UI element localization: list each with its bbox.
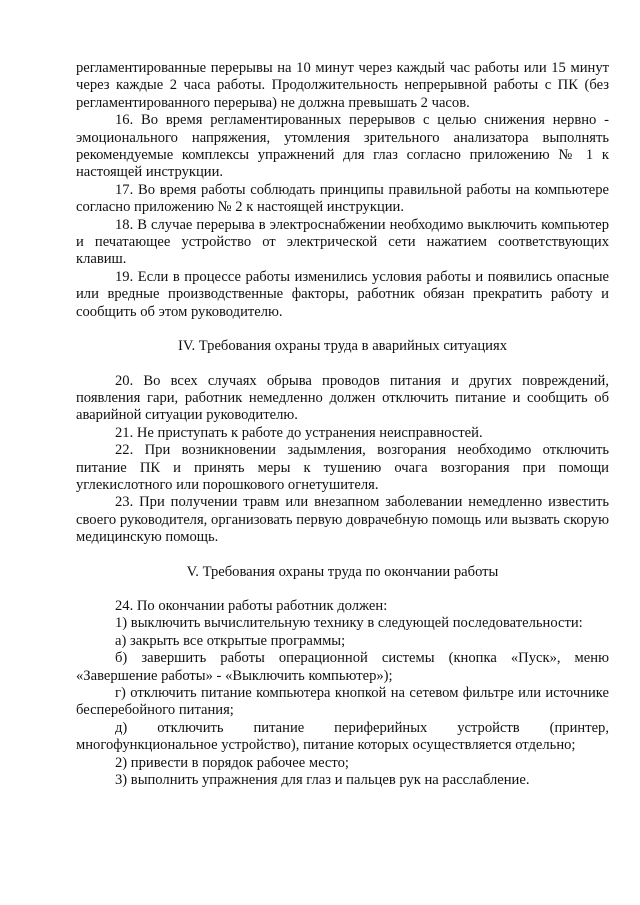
paragraph-18: 18. В случае перерыва в электроснабжении необходимо выключить компьютер и печатающее устройство от электрической сети нажатием соответствующих клавиш. xyxy=(76,216,609,268)
paragraph-17: 17. Во время работы соблюдать принципы правильной работы на компьютере согласно приложению № 2 к настоящей инструкции. xyxy=(76,181,609,216)
section-heading-v: V. Требования охраны труда по окончании работы xyxy=(186,563,499,580)
paragraph-23: 23. При получении травм или внезапном заболевании немедленно известить своего руководителя, организовать первую доврачебную помощь или вызвать скорую медицинскую помощь. xyxy=(76,494,609,546)
paragraph-20: 20. Во всех случаях обрыва проводов питания и других повреждений, появления гари, работник немедленно должен отключить питание и сообщить об аварийной ситуации руководителю. xyxy=(76,372,609,424)
paragraph-24-item-1g: г) отключить питание компьютера кнопкой на сетевом фильтре или источнике бесперебойного питания; xyxy=(76,685,609,719)
paragraph-24-item-2: 2) привести в порядок рабочее место; xyxy=(115,754,349,771)
paragraph-continuation: регламентированные перерывы на 10 минут через каждый час работы или 15 минут через каждые 2 часа работы. Продолжительность непрерывной работы с ПК (без регламентированного перерыва) не должна превышать 2 часов. xyxy=(76,60,609,111)
paragraph-22: 22. При возникновении задымления, возгорания необходимо отключить питание ПК и принять меры к тушению очага возгорания при помощи углекислотного или порошкового огнетушителя. xyxy=(76,442,609,493)
paragraph-19: 19. Если в процессе работы изменились условия работы и появились опасные или вредные производственные факторы, работник обязан прекратить работу и сообщить об этом руководителю. xyxy=(76,268,609,320)
document-page xyxy=(76,60,609,789)
paragraph-24: 24. По окончании работы работник должен: xyxy=(115,597,388,614)
paragraph-24-item-1: 1) выключить вычислительную технику в следующей последовательности: xyxy=(115,615,583,632)
paragraph-24-item-1a: а) закрыть все открытые программы; xyxy=(115,632,346,649)
paragraph-24-item-1d: д) отключить питание периферийных устройств (принтер, многофункциональное устройство), питание которых осуществляется отдельно; xyxy=(76,719,609,754)
section-heading-iv: IV. Требования охраны труда в аварийных ситуациях xyxy=(177,338,508,355)
paragraph-21: 21. Не приступать к работе до устранения неисправностей. xyxy=(115,424,483,441)
paragraph-24-item-1b: б) завершить работы операционной системы (кнопка «Пуск», меню «Завершение работы» - «Выключить компьютер»); xyxy=(76,650,609,684)
paragraph-16: 16. Во время регламентированных перерывов с целью снижения нервно - эмоционального напряжения, утомления зрительного анализатора выполнять рекомендуемые комплексы упражнений для глаз согласно приложению № 1 к настоящей инструкции. xyxy=(76,112,609,181)
paragraph-24-item-3: 3) выполнить упражнения для глаз и пальцев рук на расслабление. xyxy=(115,772,530,789)
